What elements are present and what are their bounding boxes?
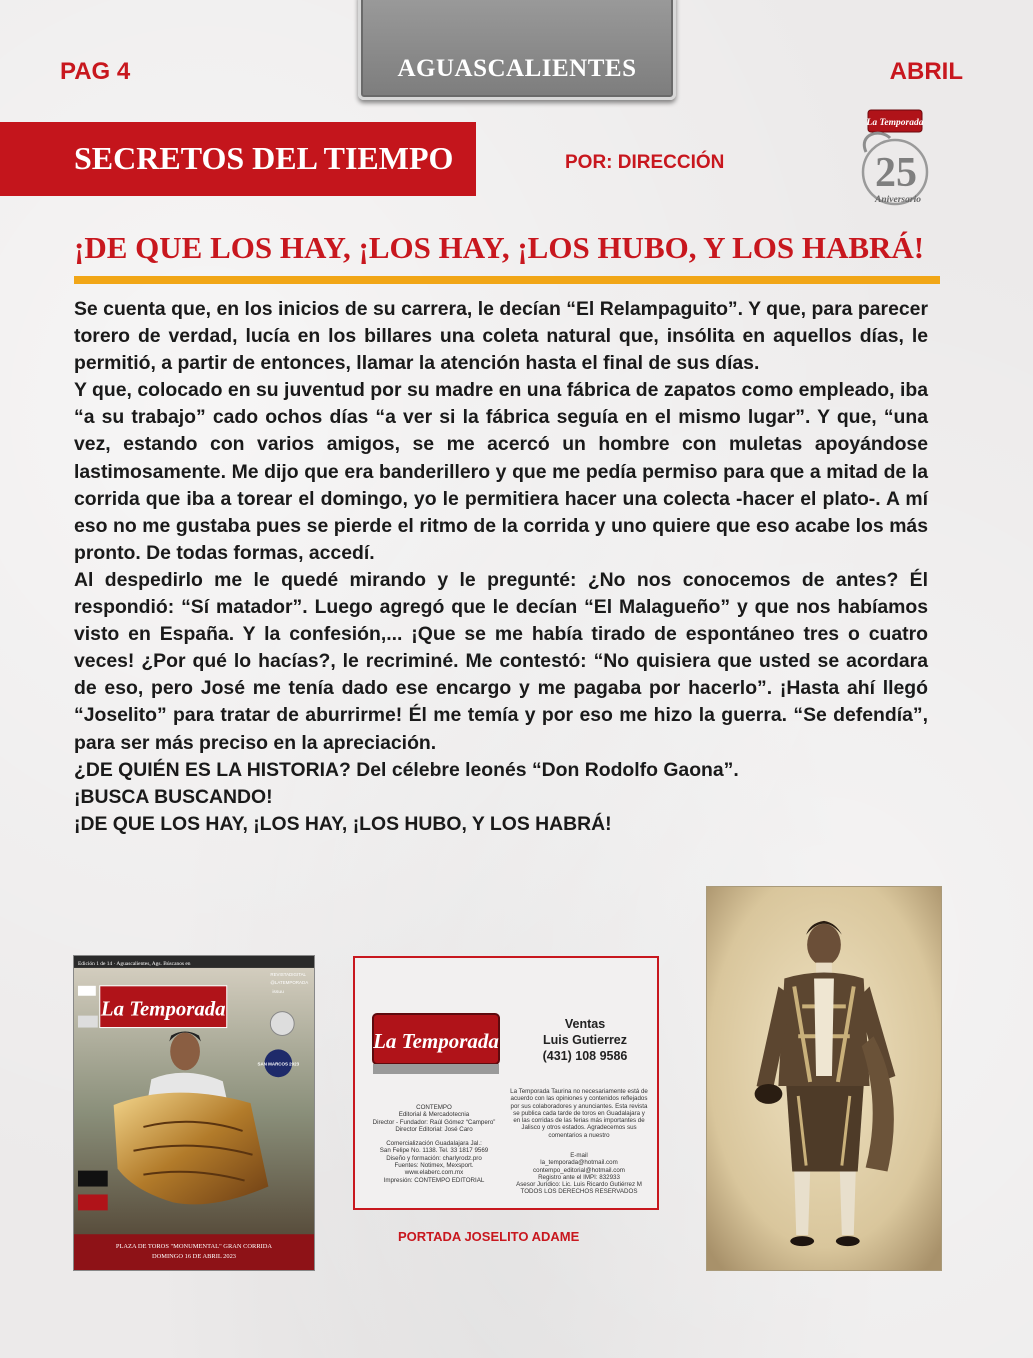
article-paragraph: Se cuenta que, en los inicios de su carrera, le decían “El Relampaguito”. Y que, para parecer torero de verdad, lucía en los billares una coleta natural que, insólita en aquellos días, le permitió, a partir de entonces, llamar la atención hasta el final de sus días.: [74, 298, 928, 375]
sales-contact: [515, 1016, 655, 1064]
anniversary-logo: [852, 108, 934, 208]
column-banner: [0, 122, 476, 196]
staff-line: Editorial & Mercadotecnia: [398, 1111, 470, 1119]
cover-social-2: @LATEMPORADA: [270, 979, 309, 985]
contact-line: Asesor Jurídico: Lic. Luis Ricardo Gutiérrez M: [516, 1181, 642, 1189]
staff-line: Comercialización Guadalajara Jal.:: [386, 1140, 482, 1148]
contact-line: Registro ante el IMPI: 832933: [538, 1173, 620, 1181]
section-name: AGUASCALIENTES: [397, 55, 637, 82]
staff-line: Diseño y formación: charlyrodz.pro: [386, 1154, 482, 1162]
contact-line: TODOS LOS DERECHOS RESERVADOS: [520, 1188, 638, 1196]
staff-line: Director Editorial: José Caro: [395, 1125, 473, 1133]
sales-name: Luis Gutierrez: [542, 1033, 628, 1047]
cover-badge: SAN MARCOS 2023: [257, 1061, 300, 1067]
disclaimer: La Temporada Taurina no necesariamente está de acuerdo con las opiniones y contenidos reflejados por sus colaboradores y anunciantes. Esta revista se publica cada tarde de toros en Guadalajara y en las corridas de las ferias más importantes de Jalisco y otros estados. Agradecemos sus comentarios a nuestro: [510, 1088, 648, 1139]
contact-credits: [509, 1152, 649, 1196]
sales-phone: (431) 108 9586: [542, 1049, 628, 1063]
anniversary-logo-label: Aniversario: [875, 195, 921, 205]
cover-masthead: La Temporada: [100, 996, 226, 1021]
page-number: PAG 4: [60, 58, 131, 85]
article-question: ¿DE QUIÉN ES LA HISTORIA? Del célebre leonés “Don Rodolfo Gaona”.: [74, 758, 739, 781]
column-title: SECRETOS DEL TIEMPO: [74, 140, 454, 176]
cover-top-line: Edición 1 de 14 · Aguascalientes, Ags. Búscanos en: [77, 960, 191, 967]
article-body: [74, 296, 928, 838]
staff-line: www.elaberc.com.mx: [404, 1169, 464, 1177]
cover-social-1: REVISTADIGITAL: [270, 971, 307, 977]
credits-box: [353, 956, 659, 1210]
contact-line: E-mail: [570, 1152, 588, 1159]
article-paragraph: Al despedirlo me le quedé mirando y le pregunté: ¿No nos conocemos de antes? Él respondió: “Sí matador”. Luego agregó que le decían “El Malagueño” y que nos habíamos visto en España. Y la confesión,... ¡Que se me había tirado de espontáneo tres o cuatro veces! ¿Por qué lo hacías?, le recriminé. Me contestó: “No quisiera que usted se acordara de eso, pero José me tenía dado ese encargo y me pagaba por hacerlo”. ¡Hasta ahí llegó “Joselito” para tratar de aburrirme! Él me temía y por eso me hizo la guerra. “Se defendía”, para ser más preciso en la apreciación.: [74, 568, 928, 754]
staff-line: Impresión: CONTEMPO EDITORIAL: [383, 1176, 485, 1184]
contact-line: la_temporada@hotmail.com: [540, 1159, 618, 1167]
la-temporada-logo-text: La Temporada: [373, 1029, 499, 1053]
cover-caption: PORTADA JOSELITO ADAME: [398, 1229, 580, 1244]
cover-bottom-line2: DOMINGO 16 DE ABRIL 2023: [151, 1253, 237, 1261]
cover-bottom-line1: PLAZA DE TOROS "MONUMENTAL" GRAN CORRIDA: [115, 1243, 273, 1251]
magazine-cover-image: [73, 955, 315, 1271]
staff-line: San Felipe No. 1138. Tel. 33 1817 9569: [379, 1147, 489, 1155]
staff-line: CONTEMPO: [416, 1104, 452, 1111]
cover-social-3: issuu: [272, 989, 284, 995]
article-headline: ¡DE QUE LOS HAY, ¡LOS HAY, ¡LOS HUBO, Y LOS HABRÁ!: [74, 230, 925, 265]
staff-line: Director - Fundador: Raúl Gómez “Campero”: [372, 1118, 496, 1126]
byline: POR: DIRECCIÓN: [565, 152, 725, 173]
article-closing: ¡DE QUE LOS HAY, ¡LOS HAY, ¡LOS HUBO, Y LOS HABRÁ!: [74, 812, 612, 835]
staff-credits: [359, 1104, 509, 1184]
la-temporada-logo: [369, 1006, 505, 1078]
section-tab: [358, 0, 676, 100]
issue-month: ABRIL: [889, 58, 963, 85]
contact-line: contempo_editorial@hotmail.com: [533, 1166, 625, 1174]
matador-photo: [706, 886, 942, 1271]
staff-spacer: [359, 1133, 509, 1140]
staff-line: Fuentes: Notimex, Mexsport.: [394, 1162, 474, 1170]
article-tagline: ¡BUSCA BUSCANDO!: [74, 785, 273, 808]
article-paragraph: Y que, colocado en su juventud por su madre en una fábrica de zapatos como empleado, iba “a su trabajo” cado ochos días “a ver si la fábrica seguía en el mismo lugar”. Y que, “una vez, estando con varios amigos, se me acercó un hombre con muletas apoyándose lastimosamente. Me dijo que era banderillero y que me pedía permiso para que a mitad de la corrida que iba a torear el domingo, yo le permitiera hacer una colecta -hacer el plato-. A mí eso no me gustaba pues se pierde el ritmo de la corrida y uno quiere que eso acabe los más pronto. De todas formas, accedí.: [74, 379, 928, 564]
headline-rule: [74, 276, 940, 284]
anniversary-logo-number: 25: [875, 150, 917, 196]
sales-title: Ventas: [564, 1017, 606, 1031]
anniversary-logo-brand: La Temporada: [866, 118, 924, 128]
